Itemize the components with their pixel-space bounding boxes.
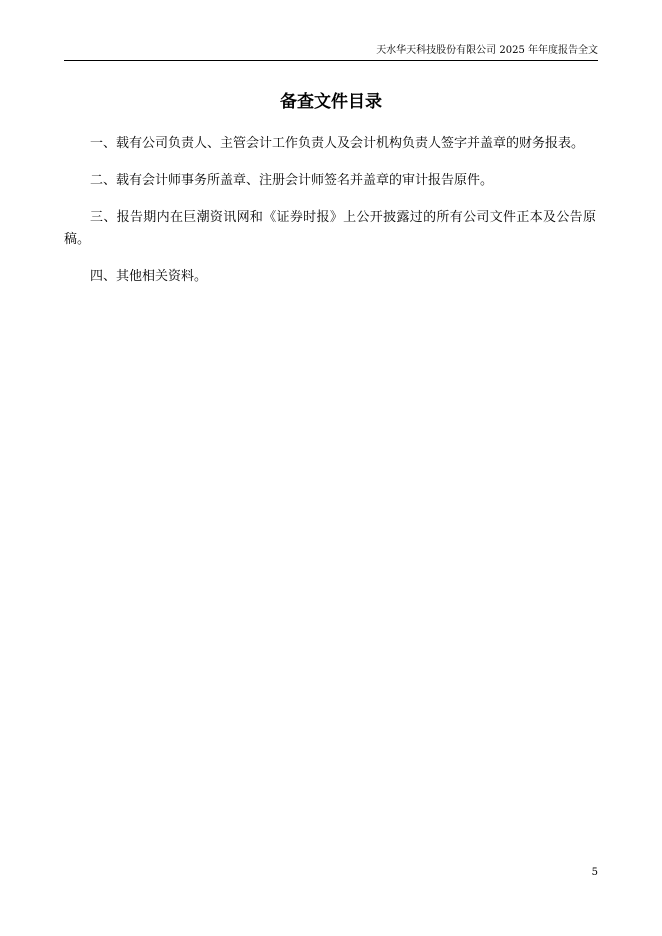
document-title: 备查文件目录	[280, 92, 382, 112]
list-item: 三、报告期内在巨潮资讯网和《证券时报》上公开披露过的所有公司文件正本及公告原稿。	[64, 210, 596, 247]
list-item: 二、载有会计师事务所盖章、注册会计师签名并盖章的审计报告原件。	[90, 173, 494, 188]
list-item: 一、载有公司负责人、主管会计工作负责人及会计机构负责人签字并盖章的财务报表。	[90, 136, 585, 151]
page-header	[64, 40, 598, 61]
page-number: 5	[591, 867, 598, 878]
document-body	[64, 133, 596, 303]
list-item: 四、其他相关资料。	[90, 269, 208, 284]
header-text: 天水华天科技股份有限公司 2025 年年度报告全文	[376, 45, 598, 56]
